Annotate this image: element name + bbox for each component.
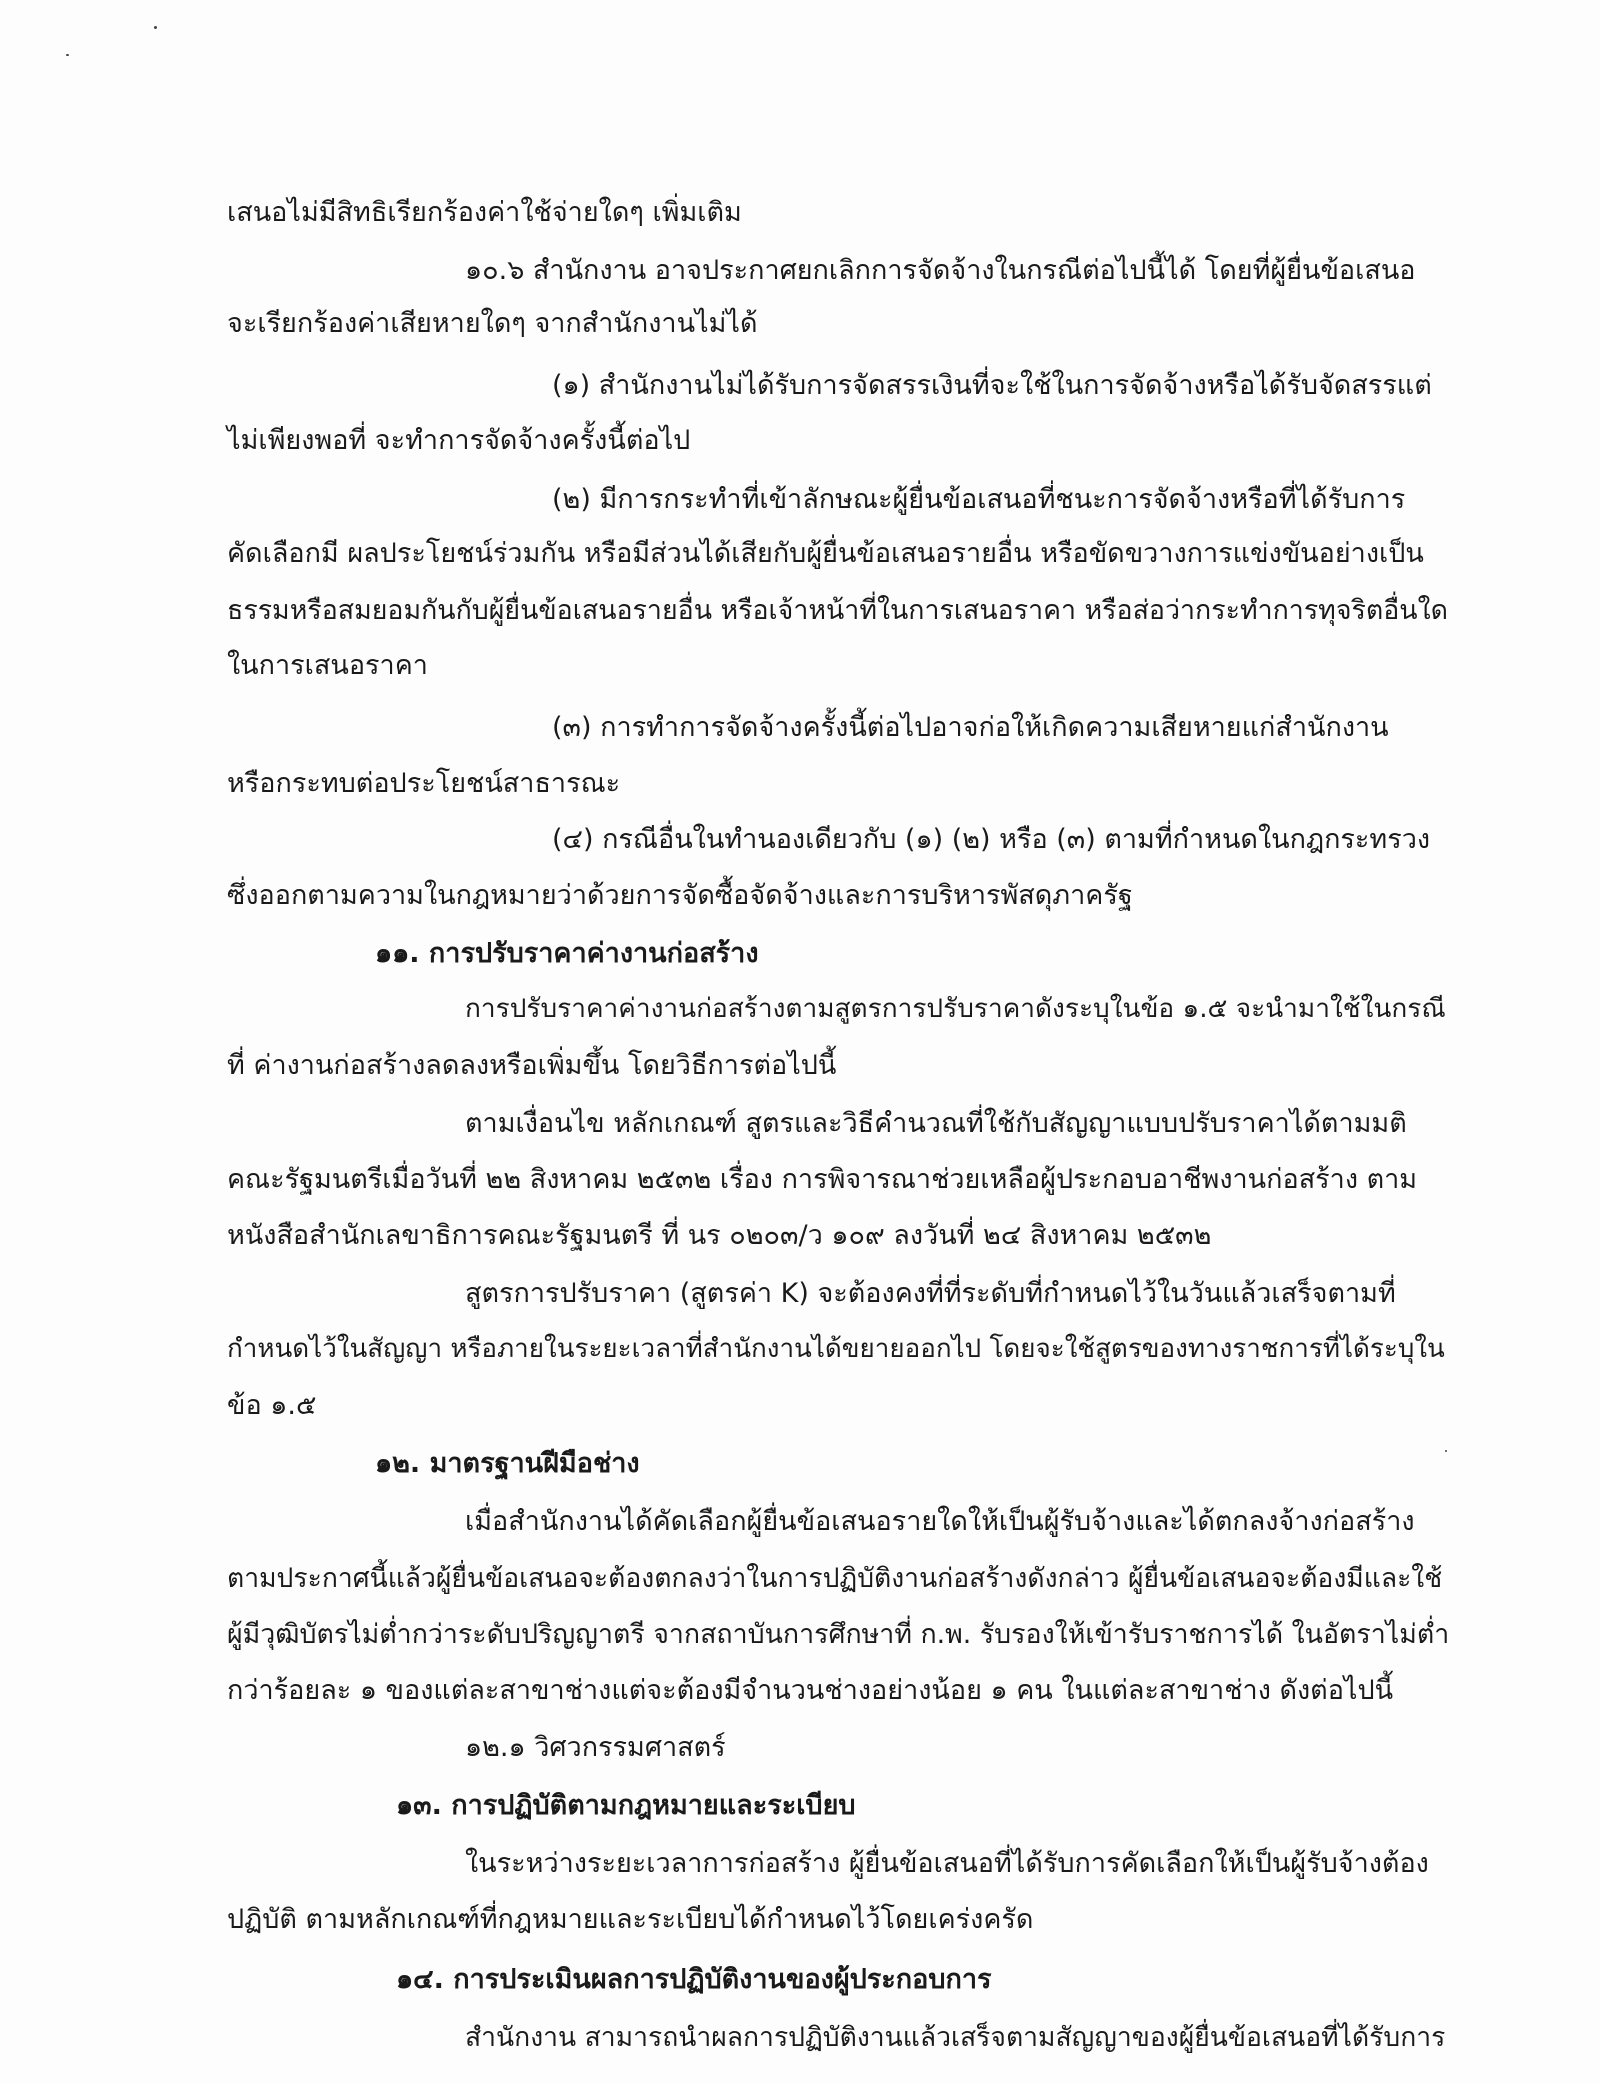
text-line: ธรรมหรือสมยอมกันกับผู้ยื่นข้อเสนอรายอื่น หรือเจ้าหน้าที่ในการเสนอราคา หรือส่อว่ากระทำการทุจริตอื่นใด bbox=[227, 595, 1449, 626]
text-line: ผู้มีวุฒิบัตรไม่ต่ำกว่าระดับปริญญาตรี จากสถาบันการศึกษาที่ ก.พ. รับรองให้เข้ารับราชการได้ ในอัตราไม่ต่ำ bbox=[227, 1619, 1450, 1650]
text-line: ตามเงื่อนไข หลักเกณฑ์ สูตรและวิธีคำนวณที่ใช้กับสัญญาแบบปรับราคาได้ตามมติ bbox=[465, 1108, 1407, 1139]
text-line: เมื่อสำนักงานได้คัดเลือกผู้ยื่นข้อเสนอรายใดให้เป็นผู้รับจ้างและได้ตกลงจ้างก่อสร้าง bbox=[465, 1506, 1415, 1537]
scan-speck bbox=[1445, 1450, 1447, 1452]
text-line: ไม่เพียงพอที่ จะทำการจัดจ้างครั้งนี้ต่อไป bbox=[227, 425, 691, 456]
text-line: คณะรัฐมนตรีเมื่อวันที่ ๒๒ สิงหาคม ๒๕๓๒ เรื่อง การพิจารณาช่วยเหลือผู้ประกอบอาชีพงานก่อสร้าง ตาม bbox=[227, 1164, 1418, 1195]
text-line: (๔) กรณีอื่นในทำนองเดียวกับ (๑) (๒) หรือ (๓) ตามที่กำหนดในกฎกระทรวง bbox=[552, 824, 1431, 855]
section-heading: ๑๑. การปรับราคาค่างานก่อสร้าง bbox=[375, 938, 759, 969]
text-line: ในการเสนอราคา bbox=[227, 650, 428, 681]
text-line: (๒) มีการกระทำที่เข้าลักษณะผู้ยื่นข้อเสนอที่ชนะการจัดจ้างหรือที่ได้รับการ bbox=[552, 484, 1406, 515]
text-line: (๓) การทำการจัดจ้างครั้งนี้ต่อไปอาจก่อให้เกิดความเสียหายแก่สำนักงาน bbox=[552, 712, 1389, 743]
scan-speck bbox=[66, 54, 69, 56]
section-heading: ๑๔. การประเมินผลการปฏิบัติงานของผู้ประกอบการ bbox=[396, 1964, 992, 1995]
text-line: ๑๐.๖ สำนักงาน อาจประกาศยกเลิกการจัดจ้างในกรณีต่อไปนี้ได้ โดยที่ผู้ยื่นข้อเสนอ bbox=[465, 255, 1416, 286]
section-heading: ๑๒. มาตรฐานฝีมือช่าง bbox=[375, 1448, 640, 1479]
text-line: ในระหว่างระยะเวลาการก่อสร้าง ผู้ยื่นข้อเสนอที่ได้รับการคัดเลือกให้เป็นผู้รับจ้างต้อง bbox=[465, 1848, 1429, 1879]
text-line: กำหนดไว้ในสัญญา หรือภายในระยะเวลาที่สำนักงานได้ขยายออกไป โดยจะใช้สูตรของทางราชการที่ได้ระบุใน bbox=[227, 1334, 1445, 1364]
text-line: ข้อ ๑.๕ bbox=[227, 1390, 317, 1421]
text-line: หนังสือสำนักเลขาธิการคณะรัฐมนตรี ที่ นร ๐๒๐๓/ว ๑๐๙ ลงวันที่ ๒๔ สิงหาคม ๒๕๓๒ bbox=[227, 1220, 1212, 1251]
text-line: สำนักงาน สามารถนำผลการปฏิบัติงานแล้วเสร็จตามสัญญาของผู้ยื่นข้อเสนอที่ได้รับการ bbox=[465, 2022, 1446, 2053]
text-line: คัดเลือกมี ผลประโยชน์ร่วมกัน หรือมีส่วนได้เสียกับผู้ยื่นข้อเสนอรายอื่น หรือขัดขวางการแข่งขันอย่างเป็น bbox=[227, 538, 1424, 569]
text-line: ปฏิบัติ ตามหลักเกณฑ์ที่กฎหมายและระเบียบได้กำหนดไว้โดยเคร่งครัด bbox=[227, 1904, 1034, 1935]
text-line: ตามประกาศนี้แล้วผู้ยื่นข้อเสนอจะต้องตกลงว่าในการปฏิบัติงานก่อสร้างดังกล่าว ผู้ยื่นข้อเสนอจะต้องมีและใช้ bbox=[227, 1563, 1443, 1594]
text-line: ๑๒.๑ วิศวกรรมศาสตร์ bbox=[465, 1732, 726, 1763]
text-line: การปรับราคาค่างานก่อสร้างตามสูตรการปรับราคาดังระบุในข้อ ๑.๕ จะนำมาใช้ในกรณี bbox=[465, 994, 1446, 1024]
text-line: ซึ่งออกตามความในกฎหมายว่าด้วยการจัดซื้อจัดจ้างและการบริหารพัสดุภาครัฐ bbox=[227, 880, 1133, 911]
text-line: จะเรียกร้องค่าเสียหายใดๆ จากสำนักงานไม่ได้ bbox=[227, 308, 758, 339]
section-heading: ๑๓. การปฏิบัติตามกฎหมายและระเบียบ bbox=[396, 1790, 856, 1821]
text-line: หรือกระทบต่อประโยชน์สาธารณะ bbox=[227, 768, 621, 799]
text-line: ที่ ค่างานก่อสร้างลดลงหรือเพิ่มขึ้น โดยวิธีการต่อไปนี้ bbox=[227, 1050, 837, 1081]
text-line: กว่าร้อยละ ๑ ของแต่ละสาขาช่างแต่จะต้องมีจำนวนช่างอย่างน้อย ๑ คน ในแต่ละสาขาช่าง ดังต่อไปนี้ bbox=[227, 1675, 1394, 1706]
scan-speck bbox=[154, 26, 157, 29]
text-line: (๑) สำนักงานไม่ได้รับการจัดสรรเงินที่จะใช้ในการจัดจ้างหรือได้รับจัดสรรแต่ bbox=[552, 370, 1432, 401]
text-line: เสนอไม่มีสิทธิเรียกร้องค่าใช้จ่ายใดๆ เพิ่มเติม bbox=[227, 197, 742, 228]
text-line: สูตรการปรับราคา (สูตรค่า K) จะต้องคงที่ที่ระดับที่กำหนดไว้ในวันแล้วเสร็จตามที่ bbox=[465, 1278, 1396, 1309]
